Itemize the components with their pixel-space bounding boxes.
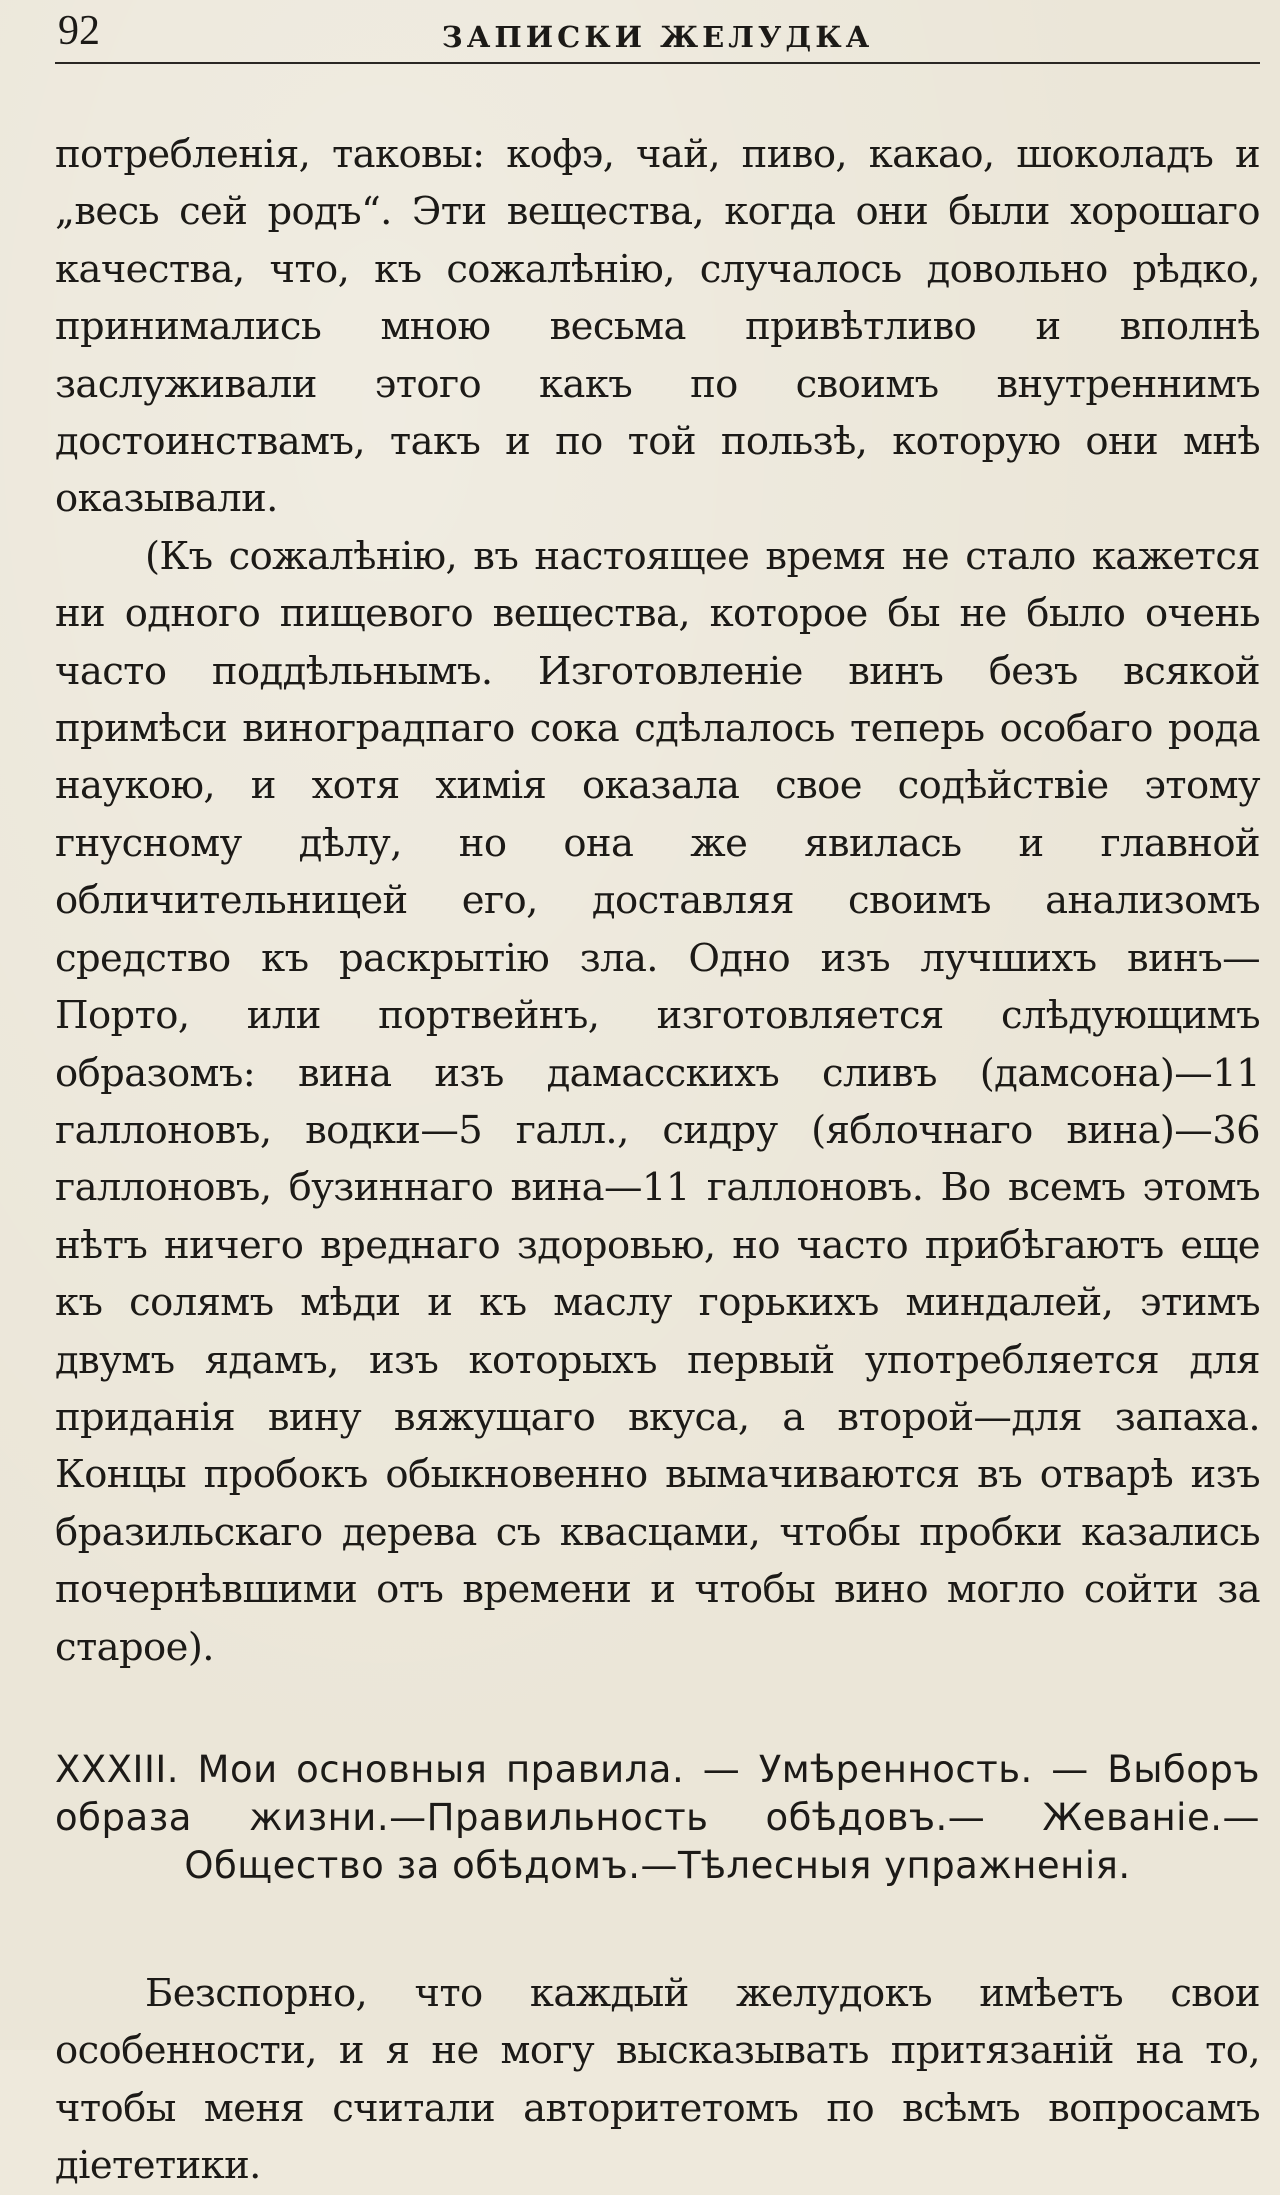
running-title: ЗАПИСКИ ЖЕЛУДКА <box>441 20 874 54</box>
section-paragraph: Безспорно, что каждый желудокъ имѣетъ свои особенности, и я не могу высказывать притязаній на то, чтобы меня считали авторитетомъ по всѣмъ вопросамъ діететики. <box>55 1970 1260 2189</box>
paragraph-wine-adulteration: (Къ сожалѣнію, въ настоящее время не стало кажется ни одного пищевого вещества, которое бы не было очень часто поддѣльнымъ. Изготовленіе винъ безъ всякой примѣси виноградпаго сока сдѣлалось теперь особаго рода наукою, и хотя химія оказала свое содѣйствіе этому гнусному дѣлу, но она же явилась и главной обличительницей его, доставляя своимъ анализомъ средство къ раскрытію зла. Одно изъ лучшихъ винъ—Порто, или портвейнъ, изготовляется слѣдующимъ образомъ: вина изъ дамасскихъ сливъ (дамсона)—11 галлоновъ, водки—5 галл., сидру (яблочнаго вина)—36 галлоновъ, бузиннаго вина—11 галлоновъ. Во всемъ этомъ нѣтъ ничего вреднаго здоровью, но часто прибѣгаютъ еще къ солямъ мѣди и къ маслу горькихъ миндалей, этимъ двумъ ядамъ, изъ которыхъ первый употребляется для приданія вину вяжущаго вкуса, а второй—для запаха. Концы пробокъ обыкновенно вымачиваются въ отварѣ изъ бразильскаго дерева съ квасцами, чтобы пробки казались почернѣвшими отъ времени и чтобы вино могло сойти за старое). <box>55 533 1260 1670</box>
paragraph-continuation: потребленія, таковы: кофэ, чай, пиво, какао, шоколадъ и „весь сей родъ“. Эти вещества, когда они были хорошаго качества, что, къ сожалѣнію, случалось довольно рѣдко, принимались мною весьма привѣтливо и вполнѣ заслуживали этого какъ по своимъ внутреннимъ достоинствамъ, такъ и по той пользѣ, которую они мнѣ оказывали. <box>55 132 1260 522</box>
section-body <box>55 1965 1260 2195</box>
body-text <box>55 126 1260 1676</box>
page-number: 92 <box>58 8 100 54</box>
running-head <box>55 0 1260 64</box>
section-heading: XXXIII. Мои основныя правила. — Умѣренность. — Выборъ образа жизни.—Правильность обѣдовъ.— Жеваніе.—Общество за обѣдомъ.—Тѣлесныя упражненія. <box>55 1747 1260 1887</box>
